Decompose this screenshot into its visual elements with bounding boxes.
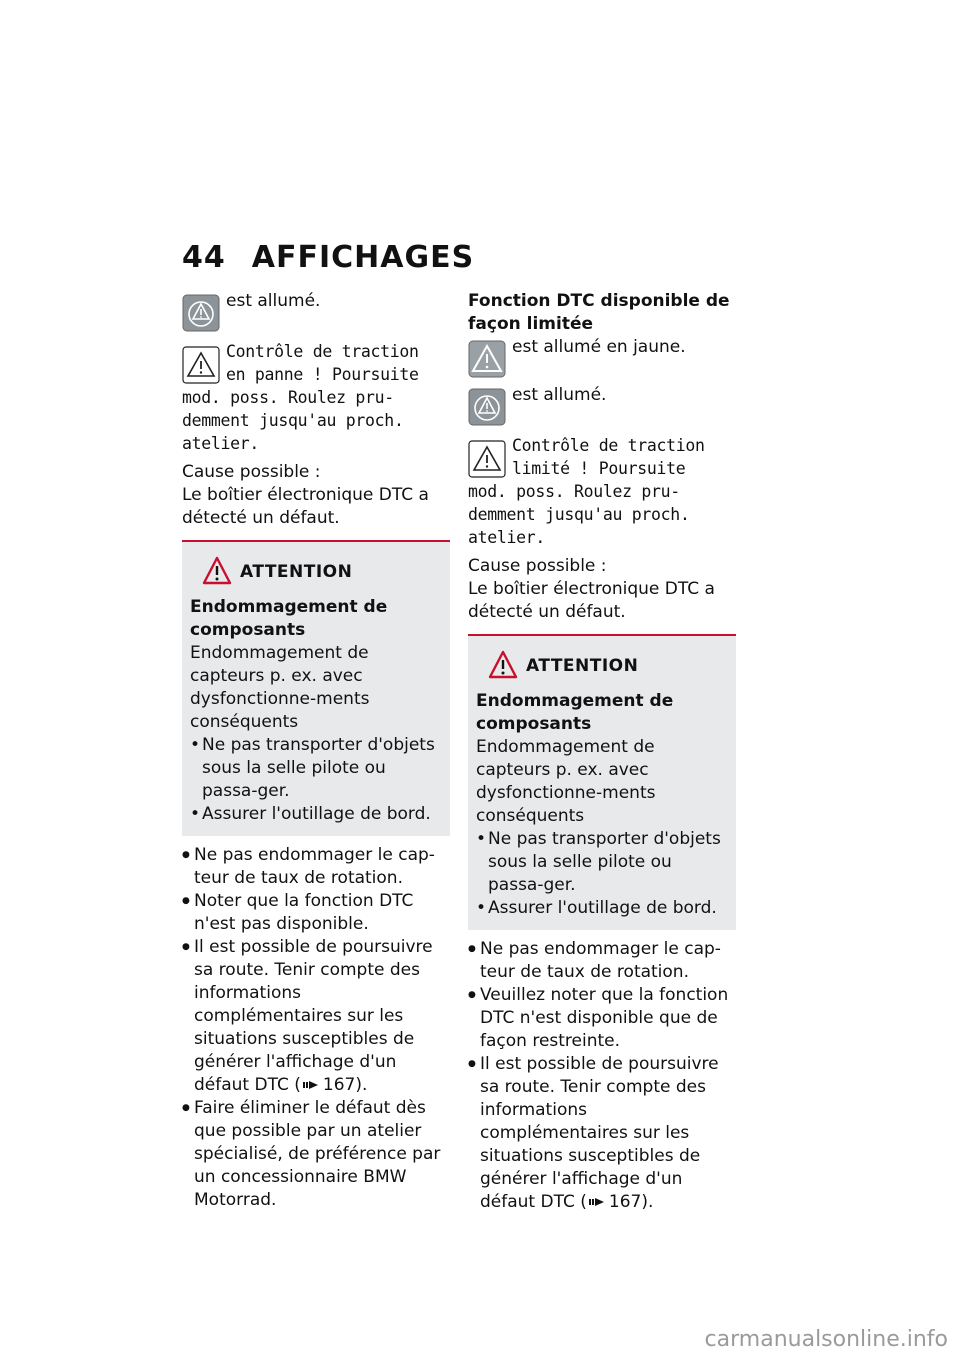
display-message xyxy=(468,434,736,549)
attention-header xyxy=(476,650,728,684)
attention-title: ATTENTION xyxy=(240,562,353,582)
page-ref-link[interactable]: 167). xyxy=(322,1075,368,1095)
indicator-text: est allumé. xyxy=(226,291,321,311)
instruction-item: ● Noter que la fonction DTC n'est pas disponible. xyxy=(182,890,450,936)
traction-warning-grey-icon xyxy=(468,388,506,426)
instruction-item: ● Veuillez noter que la fonction DTC n'est disponible que de façon restreinte. xyxy=(468,984,736,1053)
display-text-line: mod. poss. Roulez pru- xyxy=(182,388,394,407)
instruction-item: ● Ne pas endommager le cap-teur de taux de rotation. xyxy=(182,844,450,890)
page-ref-arrow-icon[interactable] xyxy=(589,1196,605,1208)
page-title: AFFICHAGES xyxy=(251,240,475,275)
traction-warning-grey-icon xyxy=(182,294,220,332)
instruction-list xyxy=(468,938,736,1214)
section-heading: Fonction DTC disponible de façon limitée xyxy=(468,291,730,334)
page-ref-arrow-icon[interactable] xyxy=(303,1079,319,1091)
display-text-line: mod. poss. Roulez pru- xyxy=(468,482,680,501)
display-warning-icon xyxy=(468,440,506,478)
cause-text: Le boîtier électronique DTC a détecté un défaut. xyxy=(182,485,429,528)
page-number: 44 xyxy=(182,240,226,275)
right-column xyxy=(468,290,736,1214)
attention-header xyxy=(190,556,442,590)
cause-label: Cause possible : xyxy=(468,556,607,576)
display-text-line: limité ! Poursuite xyxy=(512,459,686,478)
attention-list xyxy=(476,828,728,920)
display-warning-icon xyxy=(182,346,220,384)
instruction-text: Il est possible de poursuivre sa route. Tenir compte des informations complémentaires sur les situations susceptibles de générer l'affichage d'un défaut DTC xyxy=(194,937,433,1095)
warning-triangle-icon xyxy=(202,556,232,586)
attention-list-item: • Ne pas transporter d'objets sous la selle pilote ou passa-ger. xyxy=(190,734,442,803)
indicator-line-yellow xyxy=(468,336,736,378)
instruction-item: ● Il est possible de poursuivre sa route. Tenir compte des informations complémentaires sur les situations susceptibles de générer l'affichage d'un défaut DTC ( 167). xyxy=(468,1053,736,1214)
instruction-item: ● Il est possible de poursuivre sa route. Tenir compte des informations complémentaires sur les situations susceptibles de générer l'affichage d'un défaut DTC ( 167). xyxy=(182,936,450,1097)
attention-box xyxy=(468,634,736,930)
watermark: carmanualsonline.info xyxy=(704,1327,948,1352)
cause-text: Le boîtier électronique DTC a détecté un défaut. xyxy=(468,579,715,622)
left-column xyxy=(182,290,450,1212)
page-header xyxy=(182,240,474,275)
indicator-line-grey xyxy=(468,384,736,426)
display-text-line: Contrôle de traction xyxy=(512,436,705,455)
display-text-line: en panne ! Poursuite xyxy=(226,365,419,384)
display-text-line: demment jusqu'au proch. xyxy=(468,505,690,524)
attention-subtitle: Endommagement de composants xyxy=(476,691,674,734)
instruction-list xyxy=(182,844,450,1212)
display-message xyxy=(182,340,450,455)
cause-label: Cause possible : xyxy=(182,462,321,482)
display-text-line: atelier. xyxy=(182,434,260,453)
display-text-line: demment jusqu'au proch. xyxy=(182,411,404,430)
attention-list-item: • Ne pas transporter d'objets sous la selle pilote ou passa-ger. xyxy=(476,828,728,897)
display-text-line: Contrôle de traction xyxy=(226,342,419,361)
page-ref-link[interactable]: 167). xyxy=(608,1192,654,1212)
instruction-text: Il est possible de poursuivre sa route. Tenir compte des informations complémentaires sur les situations susceptibles de générer l'affichage d'un défaut DTC xyxy=(480,1054,719,1212)
indicator-text: est allumé en jaune. xyxy=(512,337,686,357)
display-text-line: atelier. xyxy=(468,528,546,547)
attention-box xyxy=(182,540,450,836)
attention-subtitle: Endommagement de composants xyxy=(190,597,388,640)
attention-body: Endommagement de capteurs p. ex. avec dysfonctionne-ments conséquents xyxy=(476,737,656,826)
instruction-item: ● Faire éliminer le défaut dès que possible par un atelier spécialisé, de préférence par un concessionnaire BMW Motorrad. xyxy=(182,1097,450,1212)
indicator-text: est allumé. xyxy=(512,385,607,405)
traction-warning-yellow-icon xyxy=(468,340,506,378)
warning-triangle-icon xyxy=(488,650,518,680)
attention-body: Endommagement de capteurs p. ex. avec dysfonctionne-ments conséquents xyxy=(190,643,370,732)
indicator-line-grey xyxy=(182,290,450,332)
instruction-item: ● Ne pas endommager le cap-teur de taux de rotation. xyxy=(468,938,736,984)
attention-list-item: • Assurer l'outillage de bord. xyxy=(190,803,442,826)
attention-title: ATTENTION xyxy=(526,656,639,676)
attention-list-item: • Assurer l'outillage de bord. xyxy=(476,897,728,920)
attention-list xyxy=(190,734,442,826)
